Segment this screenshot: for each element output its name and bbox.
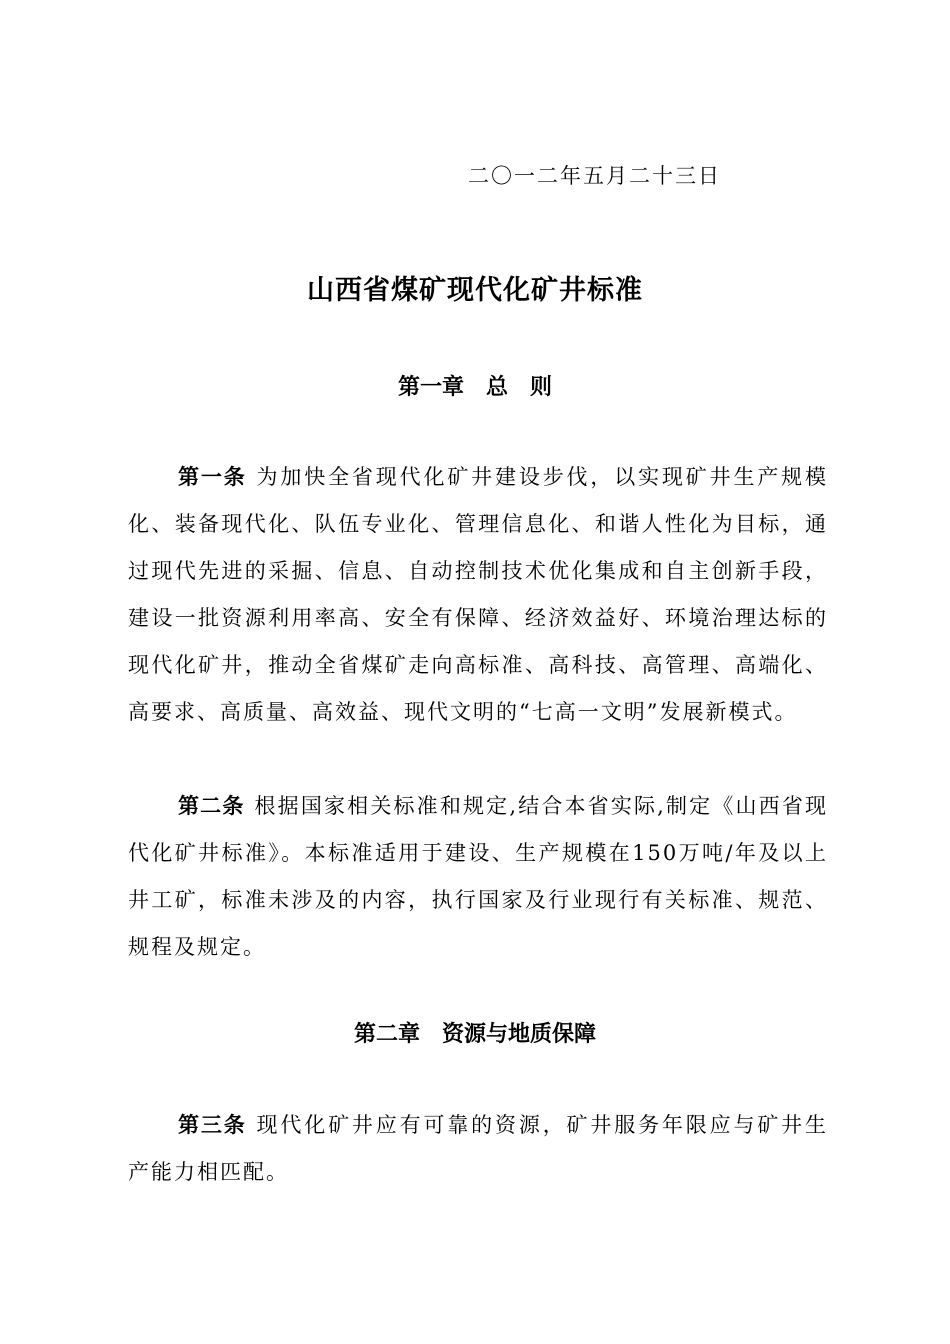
article-3 (128, 1102, 828, 1196)
article-1-label: 第一条 (178, 465, 247, 489)
document-date: 二〇一二年五月二十三日 (468, 164, 721, 188)
document-title: 山西省煤矿现代化矿井标准 (307, 275, 643, 306)
article-2-text: 根据国家相关标准和规定,结合本省实际,制定《山西省现代化矿井标准》。本标准适用于建设、生产规模在150万吨/年及以上井工矿，标准未涉及的内容，执行国家及行业现行有关标准、规范、规程及规定。 (128, 794, 828, 959)
article-3-text: 现代化矿井应有可靠的资源，矿井服务年限应与矿井生产能力相匹配。 (128, 1113, 829, 1184)
article-1 (128, 454, 828, 736)
article-2 (128, 783, 828, 971)
article-2-label: 第二条 (178, 794, 245, 818)
chapter-2-heading: 第二章 资源与地质保障 (353, 1022, 596, 1047)
article-1-text: 为加快全省现代化矿井建设步伐，以实现矿井生产规模化、装备现代化、队伍专业化、管理信息化、和谐人性化为目标，通过现代先进的采掘、信息、自动控制技术优化集成和自主创新手段，建设一批资源利用率高、安全有保障、经济效益好、环境治理达标的现代化矿井，推动全省煤矿走向高标准、高科技、高管理、高端化、高要求、高质量、高效益、现代文明的“七高一文明”发展新模式。 (128, 465, 829, 724)
article-3-label: 第三条 (178, 1113, 247, 1137)
chapter-1-heading: 第一章 总 则 (397, 375, 552, 400)
